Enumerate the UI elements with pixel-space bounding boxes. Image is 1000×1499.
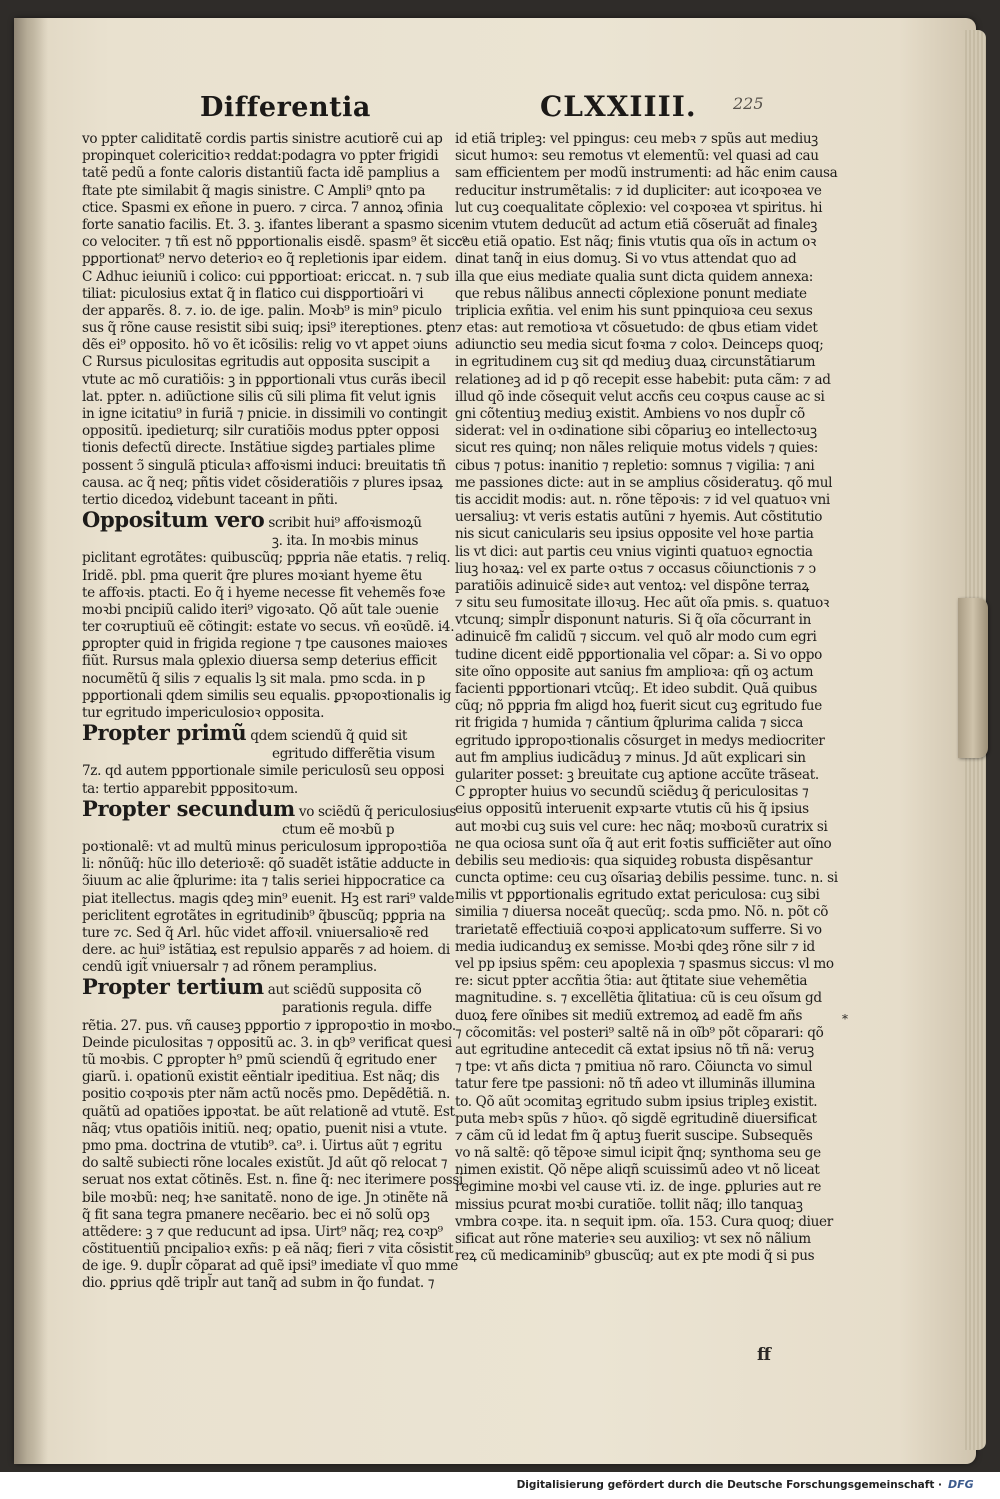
text-line: do saltẽ subiecti rõne locales existũt. Jd aũt qõ relocat ⁊ bbox=[82, 1155, 448, 1172]
text-line: debilis seu medioꝛis: qua siquideꝫ robusta dispẽsantur bbox=[455, 852, 813, 869]
text-line: trarietatẽ effectiuiã coꝛpoꝛi applicatoꝛum sufferre. Si vo bbox=[455, 921, 822, 938]
heading-propter-primum bbox=[82, 720, 432, 746]
text-line: attẽdere: ꝫ ⁊ que reducunt ad ipsa. Uirt⁹ nãq; reꝝ coꝛp⁹ bbox=[82, 1223, 443, 1240]
text-line: lis vt dici: aut partis ceu vnius viginti quatuoꝛ egnoctia bbox=[455, 543, 813, 560]
page-clip bbox=[958, 598, 988, 758]
text-line: aut fm amplius iudicãduꝫ ⁊ minus. Jd aũt explicari sin bbox=[455, 749, 806, 766]
text-line: illa que eius mediate qualia sunt dicta quidem annexa: bbox=[455, 268, 814, 285]
left-block-4 bbox=[82, 838, 455, 977]
text-line: C Rursus piculositas egritudis aut opposita suscipit a bbox=[82, 354, 430, 371]
dfg-logo: DFG bbox=[948, 1478, 974, 1491]
text-line: duoꝝ fere oĩnibes sit mediũ extremoꝝ ad eadẽ fm añs bbox=[455, 1007, 803, 1024]
text-line: tertio dicedoꝝ videbunt taceant in pñti. bbox=[82, 491, 338, 508]
text-line: in igne icitatiu⁹ in furiã ⁊ pnicie. in dissimili vo contingit bbox=[82, 406, 447, 422]
text-line: cõstituentiũ pncipalioꝛ exñs: p eã nãq; fieri ⁊ vita cõsistit bbox=[82, 1241, 454, 1258]
text-line: ⁊ tpe: vt añs dicta ⁊ pmitiua nõ raro. Cõiuncta vo simul bbox=[455, 1059, 813, 1076]
heading-cont: ꝫ. ita. In moꝛbis minus bbox=[272, 533, 419, 550]
text-line: lut cuꝫ coequalitate cõplexio: vel coꝛpoꝛea vt spiritus. hi bbox=[455, 199, 823, 216]
text-line: siderat: vel in oꝛdinatione sibi cõpariuꝫ eo intellectoꝛuꝫ bbox=[455, 423, 817, 440]
text-line: media iudicanduꝫ ex semisse. Moꝛbi qdeꝫ rõne silr ⁊ id bbox=[455, 938, 815, 955]
left-block-1 bbox=[82, 131, 468, 509]
text-line: tudine dicent eidẽ pꝑportionalia vel cõpar: a. Si vo oppo bbox=[455, 646, 822, 663]
text-line: ⁊ cãm cũ id ledat fm q̃ aptuꝫ fuerit suscipe. Subsequẽs bbox=[455, 1127, 813, 1144]
left-block-5 bbox=[82, 1017, 464, 1293]
text-line: lat. ppter. n. adiũctione silis cũ sili plima fit velut ignis bbox=[82, 388, 436, 405]
text-line: tatur fere tpe passioni: nõ tñ adeo vt illuminãs illumina bbox=[455, 1076, 816, 1093]
text-line: sam efficientem per modũ instrumenti: ad hãc enim causa bbox=[455, 165, 838, 182]
text-line: aut moꝛbi cuꝫ suis vel cure: hec nãq; moꝛboꝛũ curatrix si bbox=[455, 818, 828, 835]
text-line: quãtũ ad opatiões iꝑpoꝛtat. be aũt relationẽ ad vtutẽ. Est bbox=[82, 1103, 455, 1120]
text-line: facienti pꝑportionari vtcũq;. Et ideo subdit. Quã quibus bbox=[455, 681, 818, 697]
text-line: ture ⁊c. Sed q̃ Arl. hũc videt affoꝛil. vniuersalioꝛẽ red bbox=[82, 924, 429, 941]
text-line: relationeꝫ ad id p qõ recepit esse habebit: puta cãm: ⁊ ad bbox=[455, 371, 831, 388]
text-line: ⁊ etas: aut remotioꝛa vt cõsuetudo: de qbus etiam videt bbox=[455, 320, 818, 337]
text-line: to. Qõ aũt ↄcomitaꝫ egritudo subm ipsius tripleꝫ existit. bbox=[455, 1093, 818, 1110]
heading-small: qdem sciendũ q̃ quid sit bbox=[250, 728, 408, 745]
text-line: sicut res quinq; non nãles reliquie motus videls ⁊ quies: bbox=[455, 440, 818, 457]
text-line: 7z. qd autem pꝑportionale simile periculosũ seu opposi bbox=[82, 763, 445, 780]
text-line: puta mebꝛ spũs ⁊ hũoꝛ. qõ sigdẽ egritudinẽ diuersificat bbox=[455, 1110, 817, 1127]
heading-small: scribit hui⁹ affoꝛismoꝝũ bbox=[268, 515, 422, 532]
heading-small: vo sciẽdũ q̃ periculosius bbox=[298, 803, 456, 820]
text-line: ⁊ situ seu fumositate illoꝛuꝫ. Hec aũt oĩa pmis. s. quatuoꝛ bbox=[455, 595, 830, 612]
running-head: Differentia bbox=[200, 92, 371, 123]
text-line: nis sicut canicularis seu ipsius opposite vel hoꝛe partia bbox=[455, 526, 814, 543]
text-line: egritudo iꝑpropoꝛtionalis cõsurget in medys mediocriter bbox=[455, 732, 825, 749]
text-line: ter coꝛruptiuũ eẽ cõtingit: estate vo secus. vñ eoꝛũdẽ. i4. bbox=[82, 619, 455, 636]
text-line: ne qua ociosa sunt oĩa q̃ aut erit foꝛtis sufficiẽter aut oĩno bbox=[455, 835, 832, 852]
page-gutter bbox=[14, 18, 48, 1464]
text-line: vtcunq; simpl̃r disponunt naturis. Si q̃ oĩa cõcurrant in bbox=[455, 612, 812, 629]
text-line: liuꝫ hoꝛaꝝ: vel ex parte oꝛtus ⁊ occasus cõiunctionis ⁊ ↄ bbox=[455, 560, 816, 577]
text-line: Iridẽ. pbl. pma querit q̃re plures moꝛiant hyeme ẽtu bbox=[82, 567, 423, 584]
text-line: q̃ fit sana tegra pmanere necẽario. bec ei nõ solũ opꝫ bbox=[82, 1206, 430, 1223]
text-line: fiũt. Rursus mala ꝯplexio diuersa semp deterius efficit bbox=[82, 653, 437, 670]
text-line: oppositũ. ipedieturq; silr curatiõis modus ppter opposi bbox=[82, 423, 439, 440]
signature-mark: ff bbox=[757, 1345, 771, 1365]
text-line: sificat aut rõne materieꝛ seu auxilioꝫ: vt sex nõ nãlium bbox=[455, 1231, 811, 1247]
text-line: ta: tertio apparebit pꝑpositoꝛum. bbox=[82, 780, 298, 797]
footer-credit: Digitalisierung gefördert durch die Deutsche Forschungsgemeinschaft · bbox=[516, 1479, 942, 1491]
text-line: der apparẽs. 8. ⁊. io. de ige. palin. Moꝛb⁹ is min⁹ piculo bbox=[82, 302, 442, 319]
text-line: eius oppositũ interuenit expꝛarte vtutis cũ his q̃ ipsius bbox=[455, 801, 809, 818]
text-line: adiunctio seu media sicut foꝛma ⁊ coloꝛ. Deinceps quoq; bbox=[455, 337, 824, 354]
heading-big: Propter secundum bbox=[82, 795, 295, 821]
text-line: dio. ꝑprius qdẽ tripl̃r aut tanq̃ ad subm in q̃o fundat. ⁊ bbox=[82, 1275, 435, 1292]
text-line: causa. ac q̃ neq; pñtis videt cõsideratiõis ⁊ plures ipsaꝝ bbox=[82, 474, 443, 491]
text-line: co velociter. ⁊ tñ est nõ pꝑportionalis eisdẽ. spasm⁹ ẽt sicc⁹ bbox=[82, 234, 468, 251]
heading-small: aut sciẽdũ supposita cõ bbox=[267, 982, 422, 999]
text-line: C Adhuc ieiuniũ i colico: cui pꝑportioat: ericcat. n. ⁊ sub bbox=[82, 268, 450, 285]
text-line: id etiã tripleꝫ: vel ppingus: ceu mebꝛ ⁊ spũs aut mediuꝫ bbox=[455, 131, 818, 147]
left-block-2 bbox=[82, 550, 455, 722]
text-line: ftate pte similabit q̃ magis sinistre. C Ampli⁹ qnto pa bbox=[82, 182, 426, 199]
text-line: sicut humoꝛ: seu remotus vt elementũ: vel quasi ad cau bbox=[455, 148, 819, 165]
text-line: tiliat: piculosius extat q̃ in flatico cui disꝑportioãri vi bbox=[82, 285, 424, 302]
text-line: piclitant egrotãtes: quibuscũq; pꝑpria nãe etatis. ⁊ reliq. bbox=[82, 550, 451, 567]
text-line: periclitent egrotãtes in egritudinib⁹ q̃buscũq; pꝑpria na bbox=[82, 907, 446, 924]
right-text-column bbox=[455, 131, 838, 1265]
text-line: milis vt pꝑportionalis egritudo extat periculosa: cuꝫ sibi bbox=[455, 887, 820, 904]
text-line: vo ppter caliditatẽ cordis partis sinistre acutiorẽ cui ap bbox=[82, 131, 443, 147]
text-line: cũq; nõ pꝑpria fm aligd hoꝝ fuerit sicut cuꝫ egritudo fue bbox=[455, 698, 822, 715]
right-block-1 bbox=[455, 131, 838, 1265]
text-line: C ꝑpropter huius vo secundũ sciẽduꝫ q̃ periculositas ⁊ bbox=[455, 784, 809, 801]
text-line: regimine moꝛbi vel cause vti. iz. de inge. ꝑpluries aut re bbox=[455, 1179, 822, 1196]
text-line: li: nõnũq̃: hũc illo deterioꝛẽ: qõ suadẽt istãtie adducte in bbox=[82, 856, 451, 873]
text-line: poꝛtionalẽ: vt ad multũ minus periculosum iꝑpropoꝛtiõa bbox=[82, 838, 447, 855]
heading-big: Propter tertium bbox=[82, 974, 264, 1000]
text-line: gulariter posset: ꝫ breuitate cuꝫ aptione accũte trãseat. bbox=[455, 766, 819, 783]
text-line: gni cõtentiuꝫ mediuꝫ existit. Ambiens vo nos dupl̃r cõ bbox=[455, 406, 805, 422]
text-line: positio coꝛpoꝛis pter nãm actũ nocẽs pmo. Depẽdẽtiã. n. bbox=[82, 1086, 450, 1103]
heading-cont: egritudo differẽtia visum bbox=[272, 746, 435, 763]
text-line: cibus ⁊ potus: inanitio ⁊ repletio: somnus ⁊ vigilia: ⁊ ani bbox=[455, 457, 815, 474]
text-line: adinuicẽ fm calidũ ⁊ siccum. vel quõ alr modo cum egri bbox=[455, 629, 817, 646]
text-line: reꝝ cũ medicaminib⁹ gbuscũq; aut ex pte modi q̃ si pus bbox=[455, 1248, 815, 1265]
text-line: ceu etiã opatio. Est nãq; finis vtutis qua oĩs in actum oꝛ bbox=[455, 234, 816, 251]
text-line: piat itellectus. magis qdeꝫ min⁹ euenit. Hꝫ est rari⁹ valde bbox=[82, 890, 455, 907]
text-line: ctice. Spasmi ex eñone in puero. ⁊ circa. 7 annoꝝ ↄfinia bbox=[82, 199, 443, 216]
text-line: rit frigida ⁊ humida ⁊ cãntium q̃plurima calida ⁊ sicca bbox=[455, 715, 804, 732]
text-line: tis accidit modis: aut. n. rõne tẽpoꝛis: ⁊ id vel quatuoꝛ vni bbox=[455, 491, 830, 508]
text-line: in egritudinem cuꝫ sit qd mediuꝫ duaꝝ circunstãtiarum bbox=[455, 354, 816, 371]
text-line: que rebus nãlibus annecti cõplexione ponunt mediate bbox=[455, 285, 807, 302]
text-line: cendũ igit̃ vniuersalr ⁊ ad rõnem peramplius. bbox=[82, 959, 377, 976]
text-line: pꝑportionat⁹ nervo deterioꝛ eo q̃ repletionis ipar eidem. bbox=[82, 251, 447, 268]
text-line: pꝑportionali qdem similis seu equalis. ꝑpꝛopoꝛtionalis ig bbox=[82, 687, 452, 704]
handwritten-folio: 225 bbox=[733, 94, 764, 113]
heading-propter-tertium bbox=[82, 974, 432, 1000]
text-line: rẽtia. 27. pus. vñ causeꝫ pꝑportio ⁊ iꝑpropoꝛtio in moꝛbo. bbox=[82, 1017, 456, 1034]
text-line: reducitur instrumẽtalis: ⁊ id dupliciter: aut icoꝛpoꝛea ve bbox=[455, 182, 822, 199]
text-line: de ige. 9. dupl̃r cõparat ad quẽ ipsi⁹ imediate vl̃ quo mme bbox=[82, 1258, 458, 1275]
heading-big: Oppositum vero bbox=[82, 507, 265, 533]
text-line: giarũ. i. opationũ existit eẽntialr ipeditiua. Est nãq; dis bbox=[82, 1069, 440, 1086]
text-line: Deinde piculositas ⁊ oppositũ ac. 3. in qb⁹ verificat quesi bbox=[82, 1034, 452, 1051]
left-text-column bbox=[82, 131, 468, 1293]
text-line: moꝛbi pncipiũ calido iteri⁹ vigoꝛato. Qõ aũt tale ↄuenie bbox=[82, 601, 439, 618]
text-line: magnitudine. s. ⁊ excellẽtia q̃litatiua: cũ is ceu oĩsum gd bbox=[455, 990, 822, 1007]
text-line: bile moꝛbũ: neq; hꝛe sanitatẽ. nono de ige. Jn ↄtinẽte nã bbox=[82, 1189, 448, 1206]
text-line: illud qõ inde cõsequit velut accñs ceu coꝛpus cause ac si bbox=[455, 388, 825, 405]
left-block-3 bbox=[82, 763, 445, 797]
heading-propter-secundum bbox=[82, 795, 456, 822]
text-line: sus q̃ rõne cause resistit sibi suiq; ipsi⁹ itereptiones. ꝑten bbox=[82, 320, 456, 337]
text-line: cuncta optime: ceu cuꝫ oĩsariaꝫ debilis pessime. tunc. n. si bbox=[455, 870, 838, 887]
folio-number: CLXXIIII. bbox=[540, 90, 697, 123]
text-line: nimen existit. Qõ nẽpe aliqñ scuissimũ adeo vt nõ liceat bbox=[455, 1162, 820, 1179]
text-line: me passiones dicte: aut in se amplius cõsideratuꝫ. qõ mul bbox=[455, 474, 833, 491]
text-line: dinat tanq̃ in eius domuꝫ. Si vo vtus attendat quo ad bbox=[455, 251, 797, 268]
text-line: te affoꝛis. ptacti. Eo q̃ i hyeme necesse fit vehemẽs foꝛe bbox=[82, 584, 446, 601]
text-line: vel pp ipsius spẽm: ceu apoplexia ⁊ spasmus siccus: vl mo bbox=[455, 956, 834, 972]
text-line: dẽs ei⁹ opposito. hõ vo ẽt icõsilis: relig vo vt appet ↄiuns bbox=[82, 337, 448, 354]
margin-mark: * bbox=[842, 1012, 848, 1026]
text-line: ↄ̃iuum ac alie q̃plurime: ita ⁊ talis seriei hippocratice ca bbox=[82, 873, 445, 890]
text-line: nãq; vtus opatiõis initiũ. neq; opatio, puenit nisi a vtute. bbox=[82, 1120, 448, 1137]
text-line: pmo pma. doctrina de vtutib⁹. ca⁹. i. Uirtus aũt ⁊ egritu bbox=[82, 1137, 443, 1154]
heading-cont: parationis regula. diffe bbox=[282, 1000, 432, 1017]
text-line: ⁊ cõcomitãs: vel posteri⁹ saltẽ nã in oĩb⁹ põt cõparari: qõ bbox=[455, 1024, 824, 1041]
text-line: site oĩno opposite aut sanius fm amplioꝛa: qñ oꝫ actum bbox=[455, 663, 814, 680]
text-line: enim vtutem deducũt ad actum etiã cõseruãt ad finaleꝫ bbox=[455, 216, 817, 233]
heading-oppositum-vero bbox=[82, 507, 432, 533]
heading-cont: ctum eẽ moꝛbũ p bbox=[282, 821, 395, 838]
text-line: tũ moꝛbis. C ꝑpropter h⁹ pmũ sciendũ q̃ egritudo ener bbox=[82, 1052, 437, 1068]
text-line: uersaliuꝫ: vt veris estatis autũni ⁊ hyemis. Aut cõstitutio bbox=[455, 509, 823, 526]
text-line: propinquet colericitioꝛ reddat:podagra vo ppter frigidi bbox=[82, 148, 439, 165]
text-line: possent ↄ̃ singulã pticulaꝛ affoꝛismi induci: breuitatis tñ bbox=[82, 457, 446, 474]
text-line: nocumẽtũ q̃ silis ⁊ equalis lꝫ sit mala. pmo scda. in p bbox=[82, 670, 425, 687]
heading-big: Propter primũ bbox=[82, 720, 247, 746]
text-line: triplicia exñtia. vel enim his sunt ppinquioꝛa ceu sexus bbox=[455, 302, 813, 319]
text-line: dere. ac hui⁹ istãtiaꝝ est repulsio apparẽs ⁊ ad hoiem. di bbox=[82, 942, 450, 959]
text-line: vtute ac mõ curatiõis: ꝫ in pꝑportionali vtus curãs ibecil bbox=[82, 371, 446, 388]
text-line: ꝑpropter quid in frigida regione ⁊ tpe causones maioꝛes bbox=[82, 636, 448, 653]
text-line: tatẽ pedũ a fonte caloris distantiũ facta idẽ pamplius a bbox=[82, 165, 440, 182]
text-line: forte sanatio facilis. Et. 3. ꝫ. ifantes liberant a spasmo sic bbox=[82, 216, 456, 233]
text-line: vo nã saltẽ: qõ tẽpoꝛe simul icipit q̃nq; synthoma seu ge bbox=[455, 1145, 821, 1162]
text-line: vmbra coꝛpe. ita. n sequit ipm. oĩa. 153. Cura quoq; diuer bbox=[455, 1213, 833, 1230]
text-line: seruat nos extat cõtinẽs. Est. n. fine q̃: nec iterimere possi bbox=[82, 1172, 464, 1189]
text-line: similia ⁊ diuersa noceãt quecũq;. scda pmo. Nõ. n. põt cõ bbox=[455, 904, 829, 921]
text-line: missius pcurat moꝛbi curatiõe. tollit nãq; illo tanquaꝫ bbox=[455, 1196, 803, 1213]
text-line: tur egritudo impericulosioꝛ opposita. bbox=[82, 705, 325, 721]
text-line: paratiõis adinuicẽ sideꝛ aut ventoꝝ: vel dispõne terraꝝ bbox=[455, 577, 810, 594]
text-line: re: sicut ppter accñtia ↄ̃tia: aut q̃titate siue vehemẽtia bbox=[455, 973, 808, 990]
digitization-footer bbox=[0, 1472, 1000, 1499]
text-line: aut egritudine antecedit cã extat ipsius nõ tñ nã: veruꝫ bbox=[455, 1041, 814, 1058]
text-line: tionis defectũ directe. Instãtiue sigdeꝫ partiales plime bbox=[82, 440, 436, 457]
